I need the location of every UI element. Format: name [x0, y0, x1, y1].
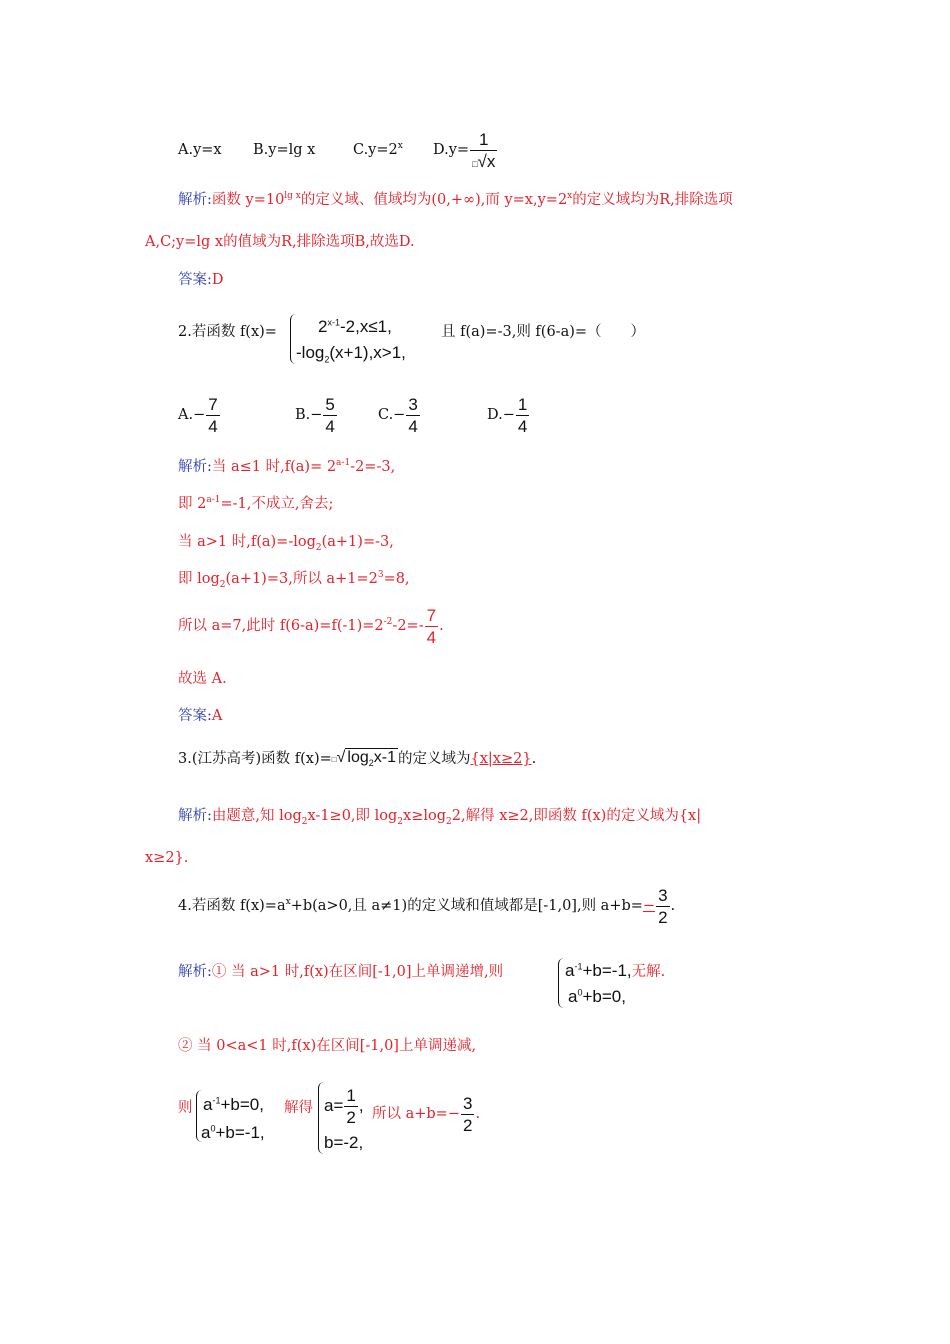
q3-radical: □√ $\log_2x-1$ [331, 749, 396, 769]
a2-answer: 答案:A [178, 708, 223, 724]
a4-line1: 解析:① 当 a>1 时,f(x)在区间[-1,0]上单调递增,则 [178, 964, 504, 980]
q1-option-d: D.y= $\frac{1}{□√x}$ [433, 129, 496, 171]
a2-line5: 所以 a=7,此时 $f(6-a)=f(-1)=2^{-2}-2=-$ $\frac{7}{4}$ . [178, 605, 444, 647]
a1-answer: 答案:D [178, 272, 224, 288]
a2-line6: 故选 A. [178, 671, 227, 687]
a1-line1: 解析:函数 $y=10^{lg x}$的定义域、值域均为(0,+∞),而 $y=x,y=2^x$的定义域均为R,排除选项 [178, 191, 733, 208]
a4-sys2-row2: $a^0+b=-1$, [201, 1123, 265, 1142]
a4-solve: 解得 [284, 1100, 313, 1116]
a2-line4: 即 $\log_2(a+1)=3$,所以 $a+1=2^3=8$, [178, 570, 410, 590]
a2-line1: 解析:当 a≤1 时$,f(a)= 2^{a-1}-2=-3$, [178, 458, 396, 475]
q4: 4.若函数 $f(x)=a^x+b(a>0$,且 a≠1)的定义域和值域都是[-1,0],则 a+b=− $\frac{3}{2}$ . [178, 885, 676, 927]
q1-option-c: $C.y=2^x$ [353, 141, 403, 158]
a2-line2: 即 $2^{a-1}=-1$,不成立,舍去; [178, 495, 334, 512]
a4-then: 则 [178, 1100, 193, 1116]
a4-sys1-row1: $a^{-1}+b=-1$,无解. [565, 961, 666, 980]
a4-sys1-row2: $a^0+b=0$, [568, 987, 626, 1006]
a4-sys3-row1: a= $\frac{1}{2}$ , [324, 1086, 364, 1128]
a4-conclusion: 所以 a+b=− $\frac{3}{2}$ . [372, 1093, 481, 1135]
a4-sys1-brace [558, 958, 565, 1008]
q2-lead: 2.若函数 f(x)= [178, 324, 277, 340]
q2-option-d: D.− $\frac{1}{4}$ [487, 394, 528, 436]
q1-option-b: B.y=lg x [253, 142, 316, 158]
q2-option-a: A.− $\frac{7}{4}$ [178, 394, 218, 436]
q2-option-b: B.− $\frac{5}{4}$ [295, 394, 335, 436]
q2-condition: 且 f(a)=-3,则 f(6-a)=（ ） [441, 324, 646, 340]
q2-piece1: $2^{x-1}-2,x\le 1$, [318, 317, 392, 336]
q2-option-c: C.− $\frac{3}{4}$ [378, 394, 418, 436]
a2-line3: 当 a>1 时$,f(a)=-\log_2(a+1)=-3$, [178, 534, 394, 553]
q2-piece2: $-\log_2(x+1),x>1$, [296, 343, 406, 365]
a3-line2: x≥2}. [145, 850, 189, 866]
a4-line2: ② 当 0<a<1 时,f(x)在区间[-1,0]上单调递减, [178, 1038, 477, 1054]
q3: 3.(江苏高考)函数 f(x)=□√ $\log_2x-1$ 的定义域为{x|x≥2}. [178, 744, 536, 774]
q1-option-a: A.y=x [178, 142, 222, 158]
a3-line1: 解析:由题意,知 $\log_2x-1\ge 0$,即 $\log_2x\ge\log_22$,解得 x≥2,即函数 f(x)的定义域为{x| [178, 808, 702, 827]
a1-line2: A,C;y=lg x的值域为R,排除选项B,故选D. [145, 234, 415, 250]
a4-sys2-row1: $a^{-1}+b=0$, [203, 1095, 264, 1114]
a4-sys3-row2: b=-2, [324, 1133, 364, 1152]
